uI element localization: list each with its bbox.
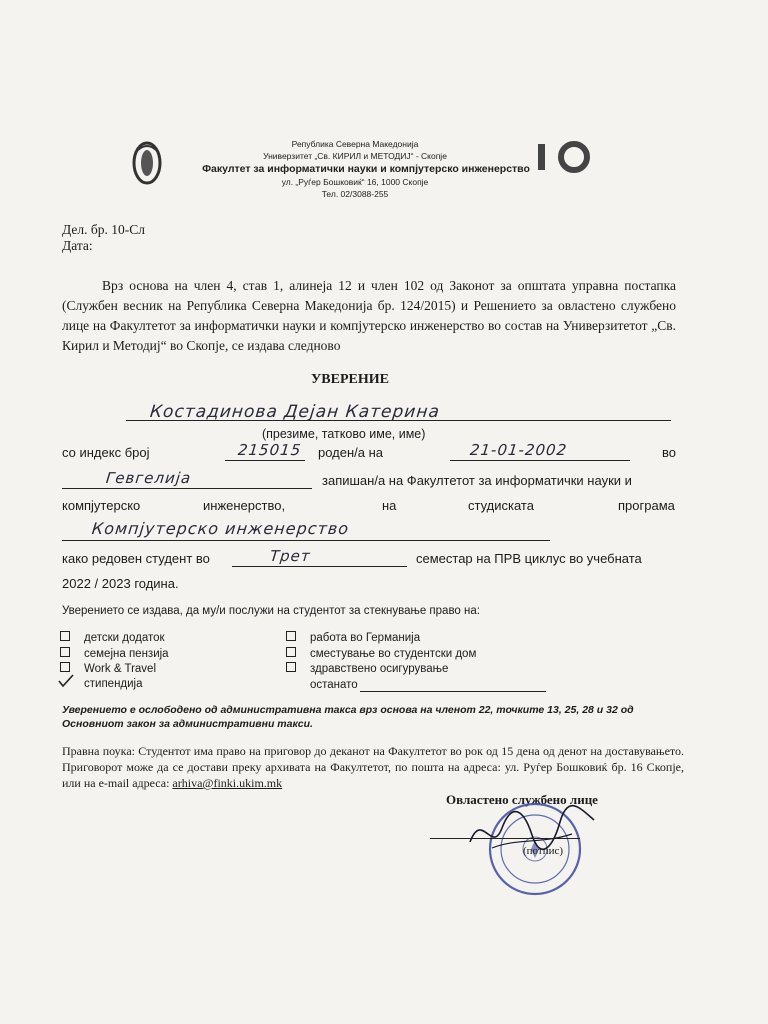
country-line: Република Северна Македонија [291, 139, 419, 149]
faculty-name: Факултет за информатички науки и компјутерско инженерство [202, 163, 530, 175]
signature-label: (потпис) [523, 845, 564, 857]
university-logo-icon [130, 140, 164, 186]
option-scholarship[interactable] [60, 677, 143, 690]
checkbox[interactable] [286, 647, 296, 657]
option-label: детски додаток [84, 632, 165, 644]
checkbox[interactable] [60, 647, 70, 657]
institution-header [165, 138, 545, 200]
faculty-phone: Тел. 02/3088-255 [321, 189, 389, 199]
name-hint: (презиме, татково име, име) [262, 427, 426, 441]
program-line [62, 540, 550, 541]
checkbox[interactable] [286, 662, 296, 672]
regular-student-label: како редовен студент во [62, 551, 210, 566]
birthplace: Гевгелија [105, 469, 193, 487]
document-number: Дел. бр. 10-Сл [62, 222, 145, 237]
faculty-address: ул. „Руѓер Бошковиќ“ 16, 1000 Скопје [281, 177, 429, 187]
semester-suffix: семестар на ПРВ циклус во учебната [416, 551, 642, 566]
year-start: 2022 [62, 576, 91, 591]
option-label: работа во Германија [310, 632, 421, 644]
program-word: програма [618, 498, 675, 513]
study-word: студиската [468, 498, 534, 513]
option-label: Work & Travel [84, 663, 156, 675]
year-word: година. [134, 576, 179, 591]
faculty-logo-icon [536, 140, 596, 174]
enrolled-label: запишан/а на Факултетот за информатички науки и [322, 473, 632, 488]
option-work-germany[interactable] [286, 631, 420, 644]
document-title: УВЕРЕНИЕ [311, 372, 389, 387]
option-child-allowance[interactable] [60, 631, 165, 644]
semester-line [232, 566, 407, 567]
year-end: 2023 [101, 576, 131, 591]
on-word: на [382, 498, 397, 513]
birth-date: 21-01-2002 [469, 441, 569, 459]
birthdate-line [450, 460, 630, 461]
purpose-intro: Уверението се издава, да му/и послужи на студентот за стекнување право на: [62, 605, 480, 617]
option-family-pension[interactable] [60, 647, 169, 660]
eng-word-2: инженерство, [203, 498, 286, 513]
born-label: роден/а на [318, 445, 384, 460]
checkbox[interactable] [286, 631, 296, 641]
other-field-line[interactable] [360, 691, 546, 692]
in-label: во [662, 445, 676, 460]
option-label: здравствено осигурување [310, 663, 449, 675]
option-label: семејна пензија [84, 648, 169, 660]
option-dormitory[interactable] [286, 647, 476, 660]
semester: Трет [269, 547, 312, 565]
legal-notice-text: Правна поука: Студентот има право на приговор до деканот на Факултетот во рок од 15 дена од денот на доставувањето. Приговорот може да се достави преку архивата на Факултетот, по пошта на адреса: ул. Руѓер Бошковиќ бр. 16 Скопје, или на е-mail адреса: [62, 744, 684, 790]
checkbox[interactable] [60, 662, 70, 672]
document-date-label: Дата: [62, 238, 93, 253]
university-line: Универзитет „Св. КИРИЛ и МЕТОДИЈ“ - Скопје [263, 151, 447, 161]
study-program: Компјутерско инженерство [91, 519, 351, 538]
birthplace-line [62, 488, 312, 489]
legal-notice [62, 743, 684, 791]
checkbox[interactable] [60, 631, 70, 641]
index-number: 215015 [237, 441, 303, 459]
fee-exemption-note: Уверението е ослободено од административна такса врз основа на членот 22, точките 13, 25, 28 и 32 од Основниот закон за административни такси. [62, 704, 634, 730]
checkbox-checked[interactable] [60, 677, 70, 687]
academic-year: 2022 / 2023 година. [62, 576, 179, 591]
intro-paragraph: Врз основа на член 4, став 1, алинеја 12 и член 102 од Законот за општата управна постапка (Службен весник на Република Северна Македонија бр. 124/2015) и Решението за овластено службено лице на Факултетот за информатички науки и компјутерско инженерство во состав на Универзитетот „Св. Кирил и Методиј“ во Скопје, се издава следново [62, 278, 676, 353]
option-health-insurance[interactable] [286, 662, 448, 675]
option-other-label: останато [310, 679, 358, 691]
option-work-travel[interactable] [60, 662, 156, 675]
student-full-name: Костадинова Дејан Катерина [148, 402, 441, 422]
index-line [225, 460, 305, 461]
index-label: со индекс број [62, 445, 150, 460]
archive-email-link[interactable]: arhiva@finki.ukim.mk [172, 776, 283, 790]
signature-line [430, 838, 580, 839]
authorized-official: Овластено службено лице [446, 792, 598, 807]
checkmark-icon [58, 674, 74, 688]
option-label: стипендија [84, 678, 143, 690]
eng-word-1: компјутерско [62, 498, 141, 513]
option-label: сместување во студентски дом [310, 648, 477, 660]
